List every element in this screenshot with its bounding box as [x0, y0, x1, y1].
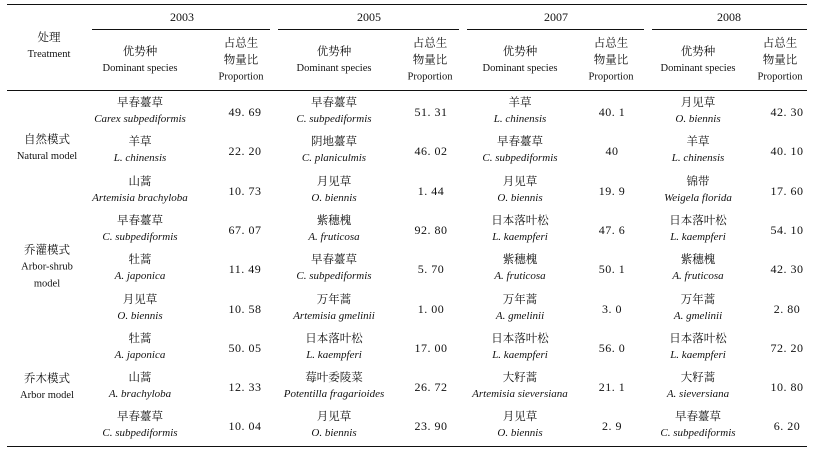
treatment-header — [28, 29, 71, 63]
species-name-zh: 大籽蒿 — [502, 370, 538, 385]
species-name-zh: 万年蒿 — [502, 291, 538, 306]
proportion-value: 10. 58 — [228, 301, 262, 316]
proportion-header-en: Proportion — [588, 71, 634, 83]
year-2005: 2005 — [357, 10, 381, 24]
species-name-zh: 羊草 — [686, 134, 710, 149]
group-label-arbor-shrub — [21, 242, 73, 293]
species-name-latin: Potentilla fragarioides — [283, 388, 385, 401]
species-name-zh: 莓叶委陵菜 — [305, 370, 363, 385]
species-name-latin: O. biennis — [311, 191, 357, 204]
species-header-2007 — [483, 43, 558, 77]
proportion-header-en: Proportion — [407, 71, 453, 83]
species-name-latin: L. kaempferi — [670, 230, 726, 243]
species-name-zh: 锦带 — [686, 173, 710, 188]
group-label-en: Arbor-shrub — [21, 261, 73, 273]
species-name-latin: O. biennis — [117, 309, 163, 322]
species-cell — [109, 369, 171, 403]
species-name-latin: Artemisia brachyloba — [92, 191, 188, 204]
species-cell — [293, 291, 375, 325]
treatment-zh: 处理 — [37, 30, 61, 44]
proportion-value: 17. 60 — [770, 183, 804, 198]
species-name-zh: 紫穗槐 — [316, 212, 352, 227]
species-cell — [491, 330, 549, 364]
proportion-value: 23. 90 — [414, 419, 448, 434]
species-name-latin: L. kaempferi — [670, 348, 726, 361]
species-name-latin: Artemisia gmelinii — [293, 309, 375, 322]
proportion-header-zh2: 物量比 — [762, 52, 798, 67]
proportion-header-2005 — [408, 35, 453, 86]
proportion-value: 12. 33 — [228, 380, 262, 395]
year-rule-2008 — [652, 29, 807, 30]
proportion-header-en: Proportion — [757, 71, 803, 83]
species-name-latin: L. kaempferi — [492, 230, 548, 243]
proportion-header-zh2: 物量比 — [223, 52, 259, 67]
species-name-latin: A. brachyloba — [108, 388, 172, 401]
species-header-zh: 优势种 — [680, 44, 716, 58]
species-name-zh: 万年蒿 — [316, 291, 352, 306]
species-name-latin: C. subpediformis — [482, 152, 558, 165]
species-name-zh: 紫穗槐 — [502, 252, 538, 267]
species-name-zh: 山蒿 — [128, 173, 152, 188]
proportion-value: 2. 80 — [773, 301, 801, 316]
species-cell — [117, 291, 162, 325]
proportion-value: 56. 0 — [598, 340, 626, 355]
species-name-latin: O. biennis — [497, 427, 543, 440]
species-header-en: Dominant species — [660, 63, 736, 74]
year-2008: 2008 — [717, 10, 741, 24]
proportion-value: 5. 70 — [417, 262, 445, 277]
species-header-zh: 优势种 — [316, 44, 352, 58]
species-header-zh: 优势种 — [502, 44, 538, 58]
species-cell — [296, 251, 371, 285]
species-name-zh: 早春薹草 — [117, 212, 163, 227]
species-name-zh: 早春薹草 — [675, 409, 721, 424]
proportion-value: 40 — [605, 144, 619, 159]
species-name-latin: A. fruticosa — [494, 270, 546, 283]
species-name-zh: 日本落叶松 — [669, 212, 727, 227]
species-name-zh: 月见草 — [316, 409, 352, 424]
species-name-latin: C. subpediformis — [296, 113, 372, 125]
proportion-value: 47. 6 — [598, 222, 626, 237]
proportion-header-2008 — [758, 35, 803, 86]
proportion-header-zh1: 占总生 — [412, 35, 448, 50]
species-cell — [667, 369, 729, 403]
species-name-zh: 月见草 — [680, 95, 716, 109]
proportion-value: 72. 20 — [770, 340, 804, 355]
species-name-latin: L. kaempferi — [492, 348, 548, 361]
species-name-latin: A. gmelinii — [495, 309, 545, 322]
proportion-value: 42. 30 — [770, 105, 804, 119]
species-cell — [669, 212, 727, 246]
proportion-value: 54. 10 — [770, 222, 804, 237]
species-cell — [669, 330, 727, 364]
species-name-latin: C. planiculmis — [301, 152, 367, 165]
species-cell — [302, 133, 366, 167]
proportion-value: 2. 9 — [602, 419, 622, 434]
species-name-latin: A. sieversiana — [666, 388, 730, 401]
species-cell — [92, 173, 188, 207]
species-header-en: Dominant species — [102, 63, 178, 74]
species-name-zh: 牡蒿 — [128, 252, 152, 267]
species-name-zh: 月见草 — [122, 291, 158, 306]
species-header-en: Dominant species — [482, 63, 558, 74]
proportion-value: 11. 49 — [228, 262, 262, 277]
proportion-value: 92. 80 — [414, 222, 448, 237]
group-label-zh: 自然模式 — [23, 132, 70, 146]
species-name-latin: O. biennis — [675, 113, 721, 125]
species-name-latin: A. japonica — [114, 270, 166, 283]
species-cell — [491, 212, 549, 246]
species-name-latin: L. chinensis — [671, 152, 725, 165]
species-name-zh: 早春薹草 — [311, 95, 357, 109]
proportion-header-zh2: 物量比 — [593, 52, 629, 67]
species-header-2003 — [103, 43, 178, 77]
proportion-value: 42. 30 — [770, 262, 804, 277]
bottom-rule — [7, 446, 807, 447]
species-cell — [496, 291, 544, 325]
species-cell — [494, 94, 547, 128]
species-cell — [305, 330, 363, 364]
proportion-value: 46. 02 — [414, 144, 448, 159]
species-cell — [115, 330, 166, 364]
species-name-zh: 月见草 — [502, 409, 538, 424]
species-name-latin: C. subpediformis — [296, 270, 372, 283]
species-name-latin: C. subpediformis — [102, 427, 178, 440]
species-name-zh: 紫穗槐 — [680, 252, 716, 267]
header-rule — [7, 90, 807, 91]
species-header-zh: 优势种 — [122, 44, 158, 58]
species-name-zh: 牡蒿 — [128, 330, 152, 345]
proportion-header-zh1: 占总生 — [593, 35, 629, 50]
species-cell — [94, 94, 186, 128]
proportion-value: 26. 72 — [414, 380, 448, 395]
year-rule-2007 — [467, 29, 644, 30]
species-header-en: Dominant species — [296, 63, 372, 74]
treatment-en: Treatment — [27, 49, 71, 60]
group-label-en2: model — [33, 278, 61, 290]
species-cell — [497, 408, 542, 442]
year-rule-2003 — [92, 29, 270, 30]
species-name-zh: 阴地薹草 — [310, 134, 357, 149]
species-name-zh: 日本落叶松 — [491, 212, 549, 227]
proportion-value: 51. 31 — [414, 105, 448, 119]
proportion-header-2003 — [219, 35, 264, 86]
species-cell — [497, 173, 542, 207]
species-header-2005 — [297, 43, 372, 77]
proportion-header-en: Proportion — [218, 71, 264, 83]
proportion-value: 49. 69 — [228, 105, 262, 119]
species-cell — [311, 173, 356, 207]
species-name-latin: O. biennis — [311, 427, 357, 440]
species-name-zh: 早春薹草 — [117, 95, 163, 109]
species-name-zh: 早春薹草 — [311, 252, 357, 267]
species-cell — [115, 251, 166, 285]
species-cell — [472, 369, 568, 403]
proportion-value: 19. 9 — [598, 183, 626, 198]
species-name-latin: C. subpediformis — [102, 230, 178, 243]
species-name-zh: 月见草 — [502, 173, 538, 188]
species-name-zh: 羊草 — [508, 95, 532, 109]
species-name-latin: A. fruticosa — [308, 230, 360, 243]
species-name-zh: 月见草 — [316, 173, 352, 188]
proportion-header-zh2: 物量比 — [412, 52, 448, 67]
proportion-header-2007 — [589, 35, 634, 86]
proportion-value: 10. 04 — [228, 419, 262, 434]
species-cell — [311, 408, 356, 442]
species-name-zh: 羊草 — [128, 134, 152, 149]
species-cell — [494, 251, 545, 285]
proportion-value: 17. 00 — [414, 340, 448, 355]
species-cell — [296, 94, 371, 128]
species-cell — [664, 173, 732, 207]
species-name-latin: A. japonica — [114, 348, 166, 361]
proportion-header-zh1: 占总生 — [223, 35, 259, 50]
proportion-value: 6. 20 — [773, 419, 801, 434]
species-cell — [308, 212, 359, 246]
species-cell — [675, 94, 720, 128]
species-cell — [284, 369, 385, 403]
group-label-zh: 乔木模式 — [23, 371, 70, 385]
species-name-zh: 大籽蒿 — [680, 370, 716, 385]
proportion-value: 21. 1 — [598, 380, 626, 395]
proportion-value: 1. 00 — [417, 301, 445, 316]
group-label-zh: 乔灌模式 — [23, 242, 70, 257]
species-name-zh: 日本落叶松 — [305, 330, 363, 345]
group-label-en: Natural model — [16, 151, 78, 162]
species-cell — [102, 212, 177, 246]
species-cell — [482, 133, 557, 167]
proportion-value: 10. 73 — [228, 183, 262, 198]
species-name-zh: 早春薹草 — [117, 409, 163, 424]
proportion-value: 67. 07 — [228, 222, 262, 237]
species-cell — [672, 251, 723, 285]
species-name-latin: Carex subpediformis — [94, 113, 186, 125]
year-2003: 2003 — [170, 10, 194, 24]
proportion-value: 10. 80 — [770, 380, 804, 395]
proportion-value: 50. 05 — [228, 340, 262, 355]
species-name-latin: L. kaempferi — [306, 348, 362, 361]
proportion-value: 40. 10 — [770, 144, 804, 159]
proportion-value: 22. 20 — [228, 144, 262, 159]
species-header-2008 — [661, 43, 736, 77]
group-label-natural — [17, 131, 77, 165]
species-name-zh: 日本落叶松 — [669, 330, 727, 345]
species-name-latin: L. chinensis — [113, 152, 167, 165]
proportion-value: 50. 1 — [598, 262, 626, 277]
year-2007: 2007 — [544, 10, 568, 24]
species-name-latin: O. biennis — [497, 191, 543, 204]
species-cell — [672, 133, 725, 167]
group-label-en: Arbor model — [20, 390, 74, 401]
species-name-latin: Artemisia sieversiana — [472, 388, 568, 401]
species-name-latin: C. subpediformis — [660, 427, 736, 440]
species-name-zh: 万年蒿 — [680, 291, 716, 306]
group-label-arbor — [20, 370, 74, 404]
species-name-zh: 山蒿 — [128, 370, 152, 385]
species-cell — [102, 408, 177, 442]
species-name-latin: Weigela florida — [664, 191, 732, 204]
species-name-latin: L. chinensis — [493, 113, 547, 125]
proportion-value: 40. 1 — [598, 105, 626, 119]
species-cell — [674, 291, 722, 325]
proportion-header-zh1: 占总生 — [762, 35, 798, 50]
species-cell — [660, 408, 735, 442]
species-table — [7, 4, 807, 447]
species-name-latin: A. fruticosa — [672, 270, 724, 283]
species-name-zh: 早春薹草 — [497, 134, 543, 149]
proportion-value: 1. 44 — [417, 183, 445, 198]
year-rule-2005 — [278, 29, 459, 30]
species-name-zh: 日本落叶松 — [491, 330, 549, 345]
top-rule — [7, 4, 807, 5]
species-name-latin: A. gmelinii — [673, 309, 723, 322]
proportion-value: 3. 0 — [602, 301, 622, 316]
species-cell — [114, 133, 167, 167]
